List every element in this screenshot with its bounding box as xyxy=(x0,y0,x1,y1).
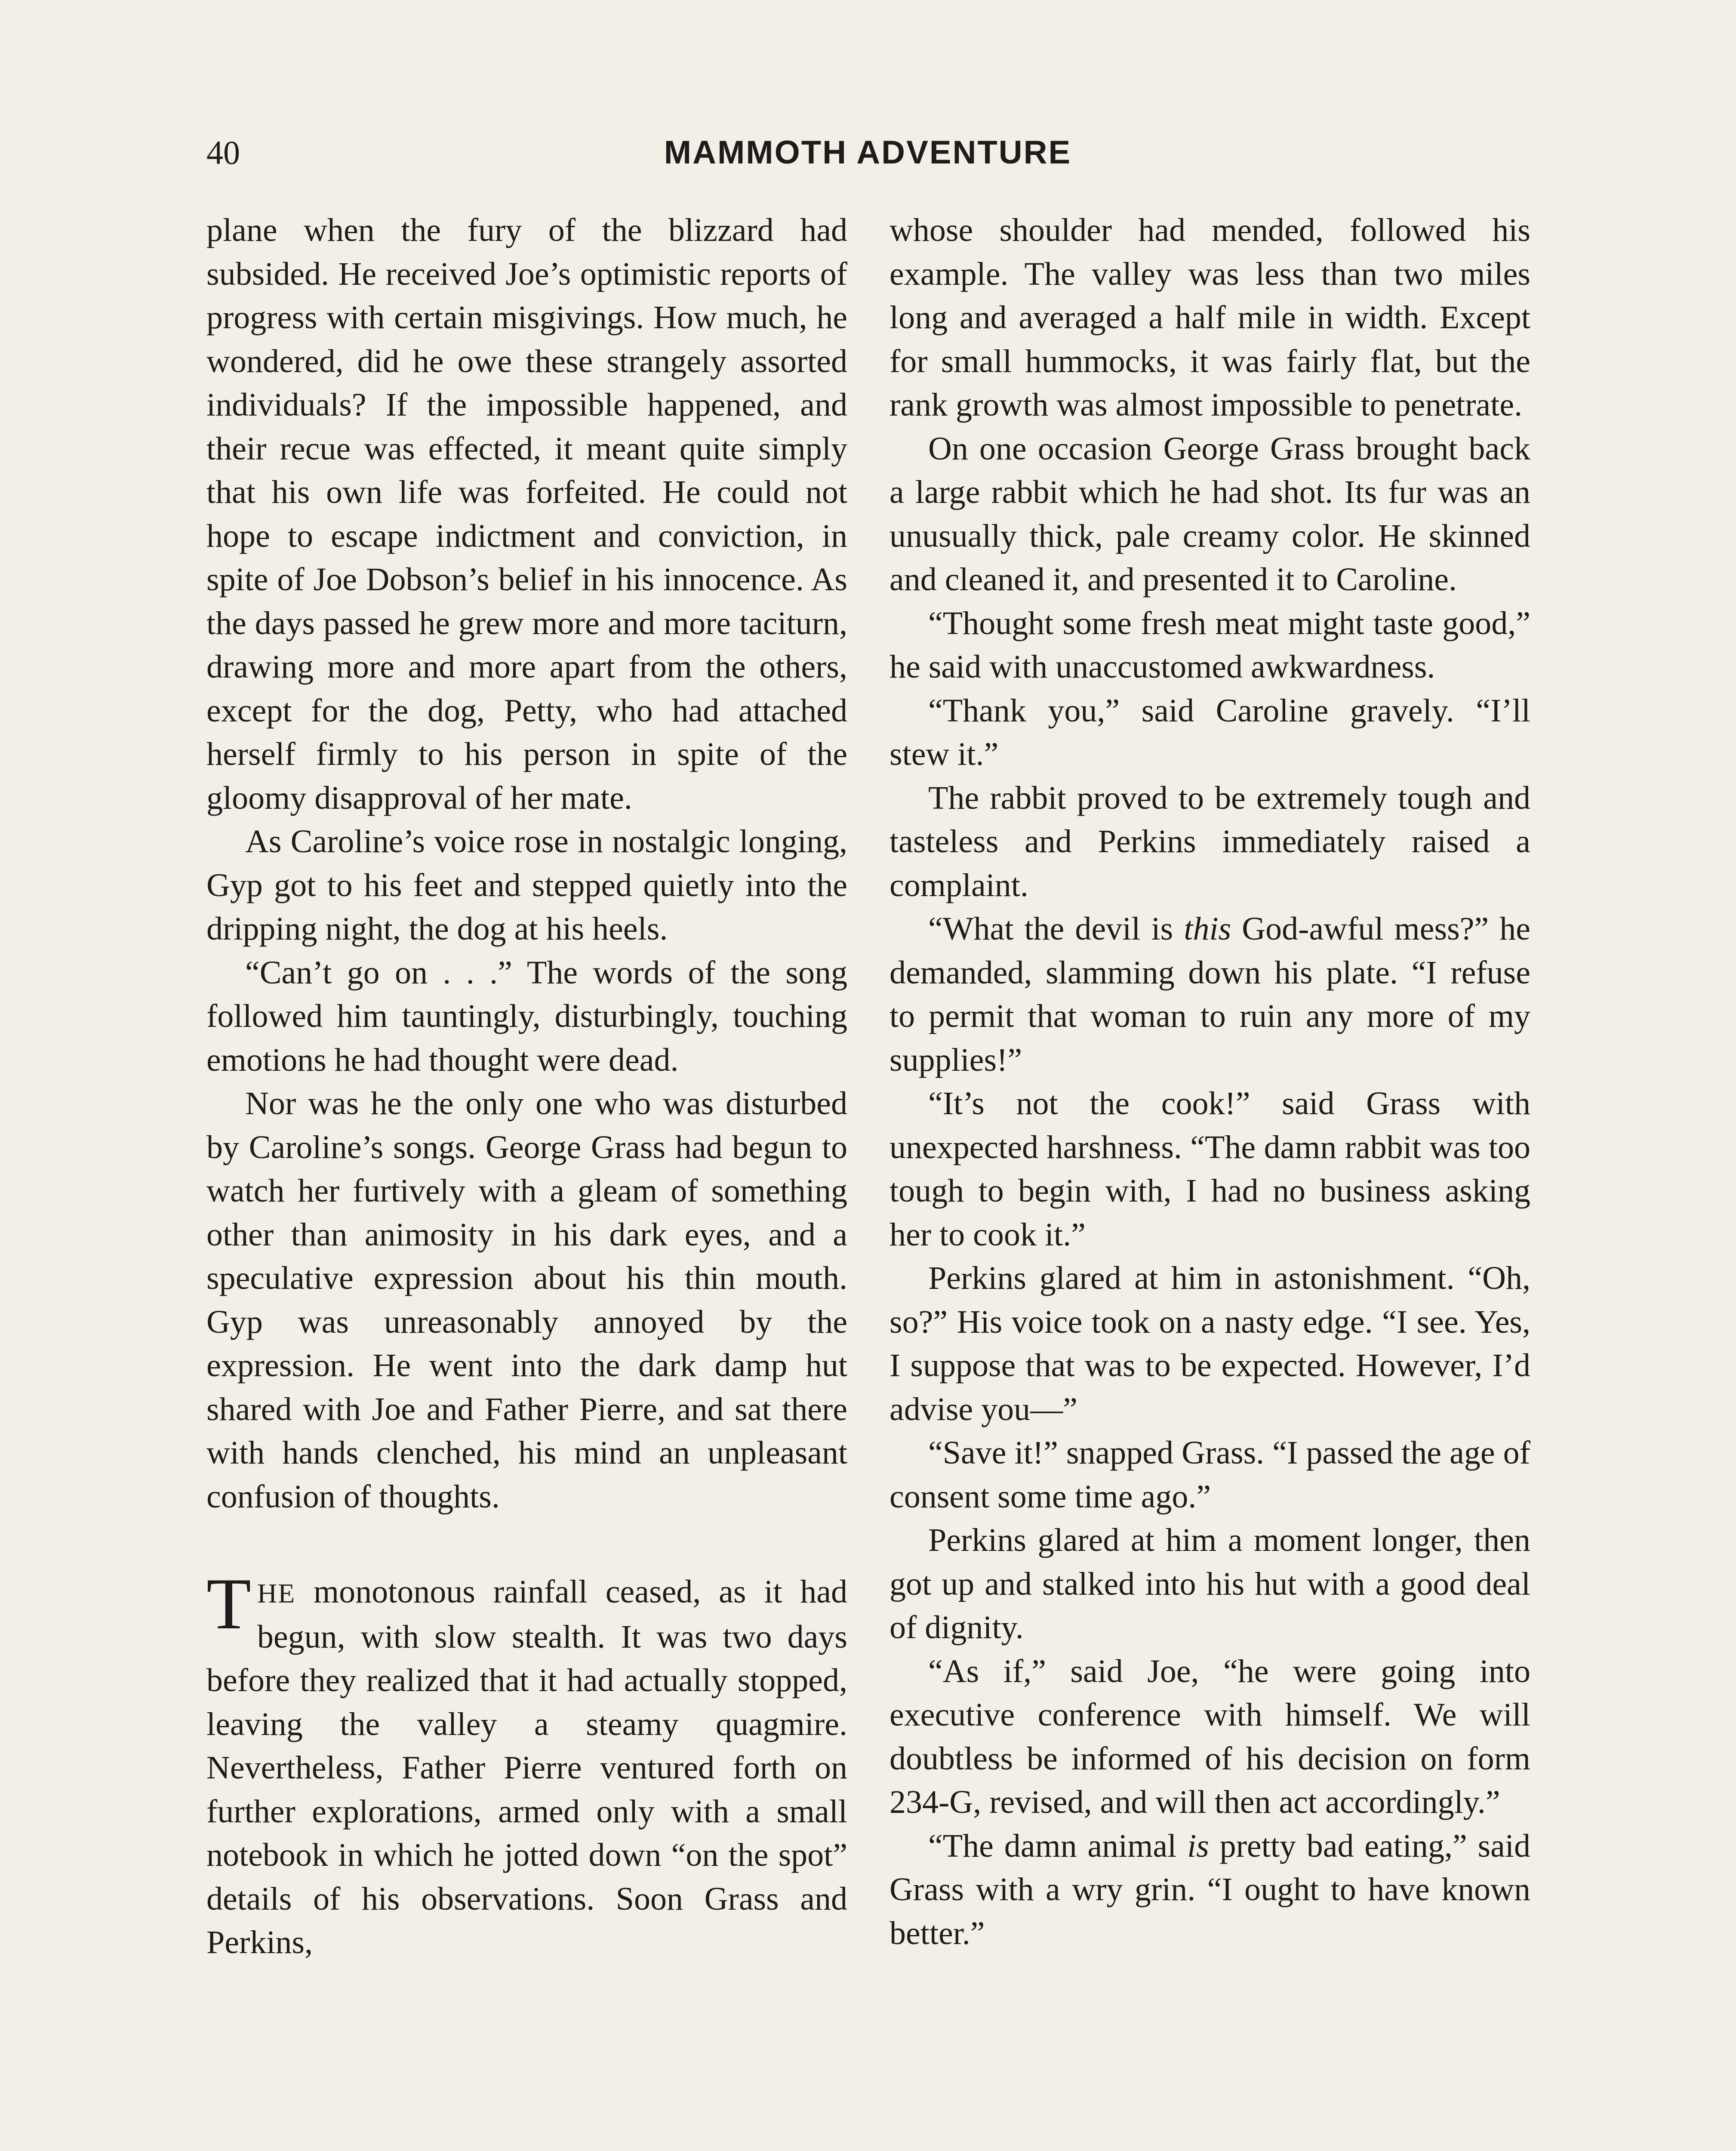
small-caps-lead: HE xyxy=(257,1578,296,1609)
emphasis: is xyxy=(1187,1827,1209,1864)
emphasis: this xyxy=(1184,911,1231,947)
running-head: MAMMOTH ADVENTURE xyxy=(664,134,1072,171)
paragraph: “Can’t go on . . .” The words of the song followed him tauntingly, disturbingly, touching emotions he had thought were dead. xyxy=(206,954,847,1078)
paragraph-text: God-awful mess?” he demanded, slamming down his plate. “I refuse to permit that woman to ruin any more of my supplies!” xyxy=(890,911,1530,1078)
paragraph: “It’s not the cook!” said Grass with unexpected harshness. “The damn rabbit was too tough to begin with, I had no business asking her to cook it.” xyxy=(890,1085,1530,1253)
paragraph: plane when the fury of the blizzard had subsided. He received Joe’s optimistic reports of progress with certain misgivings. How much, he wondered, did he owe these strangely assorted individuals? If the impossible happened, and their recue was effected, it meant quite simply that his own life was forfeited. He could not hope to escape indictment and conviction, in spite of Joe Dobson’s belief in his innocence. As the days passed he grew more and more taciturn, drawing more and more apart from the others, except for the dog, Petty, who had attached herself firmly to his person in spite of the gloomy disapproval of her mate. xyxy=(206,212,847,816)
page-header xyxy=(206,129,1529,176)
paragraph-text: monotonous rainfall ceased, as it had begun, with slow stealth. It was two days before they realized that it had actually stopped, leaving the valley a steamy quagmire. Nevertheless, Father Pierre ventured forth on further explorations, armed only with a small notebook in which he jotted down “on the spot” details of his observations. Soon Grass and Perkins, xyxy=(206,1574,847,1960)
left-column xyxy=(206,209,847,1965)
paragraph: whose shoulder had mended, followed his example. The valley was less than two miles long and averaged a half mile in width. Except for small hummocks, it was fairly flat, but the rank growth was almost impossible to penetrate. xyxy=(890,212,1530,423)
paragraph-text: “What the devil is xyxy=(928,911,1184,947)
section-opening-paragraph xyxy=(206,1563,847,1965)
paragraph: The rabbit proved to be extremely tough and tasteless and Perkins immediately raised a complaint. xyxy=(890,780,1530,903)
paragraph: “Thought some fresh meat might taste good,” he said with unaccustomed awkwardness. xyxy=(890,605,1530,685)
paragraph: “Thank you,” said Caroline gravely. “I’ll stew it.” xyxy=(890,692,1530,772)
paragraph xyxy=(890,907,1530,1082)
paragraph xyxy=(890,1824,1530,1956)
paragraph-text: pretty bad eating,” said Grass with a wry grin. “I ought to have known better.” xyxy=(890,1827,1531,1951)
paragraph: “As if,” said Joe, “he were going into executive conference with himself. We will doubtless be informed of his decision on form 234-G, revised, and will then act accordingly.” xyxy=(890,1653,1530,1820)
paragraph: On one occasion George Grass brought back a large rabbit which he had shot. Its fur was an unusually thick, pale creamy color. He skinned and cleaned it, and presented it to Caroline. xyxy=(890,430,1530,598)
paragraph: Nor was he the only one who was disturbed by Caroline’s songs. George Grass had begun to watch her furtively with a gleam of something other than animosity in his dark eyes, and a speculative expression about his thin mouth. Gyp was unreasonably annoyed by the expression. He went into the dark damp hut shared with Joe and Father Pierre, and sat there with hands clenched, his mind an unpleasant confusion of thoughts. xyxy=(206,1085,847,1515)
paragraph: Perkins glared at him a moment longer, then got up and stalked into his hut with a good deal of dignity. xyxy=(890,1522,1530,1646)
page-number: 40 xyxy=(206,134,240,171)
paragraph: As Caroline’s voice rose in nostalgic longing, Gyp got to his feet and stepped quietly into the dripping night, the dog at his heels. xyxy=(206,823,847,947)
right-column xyxy=(890,209,1530,1955)
paragraph: “Save it!” snapped Grass. “I passed the age of consent some time ago.” xyxy=(890,1435,1530,1515)
paragraph: Perkins glared at him in astonishment. “Oh, so?” His voice took on a nasty edge. “I see. Yes, I suppose that was to be expected. However, I’d advise you—” xyxy=(890,1260,1530,1427)
paragraph-text: “The damn animal xyxy=(928,1827,1188,1864)
drop-cap: T xyxy=(206,1563,251,1644)
